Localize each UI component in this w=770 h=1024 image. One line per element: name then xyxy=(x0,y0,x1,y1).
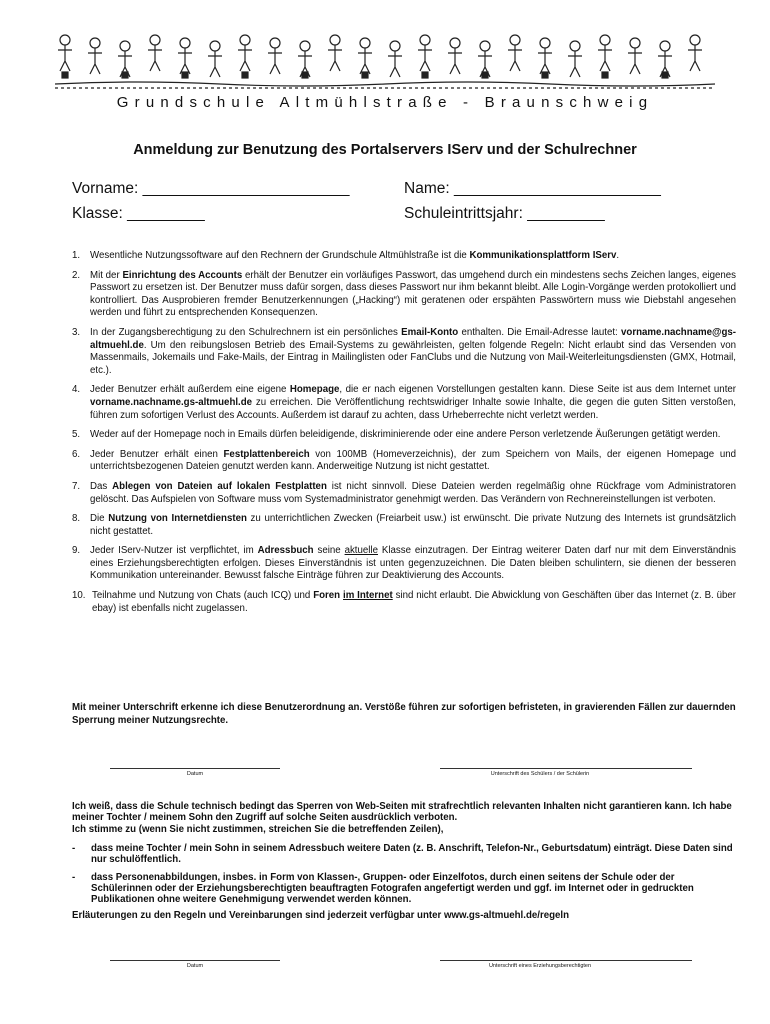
rule-item xyxy=(72,481,736,506)
parent-intro: Ich weiß, dass die Schule technisch bedingt das Sperren von Web-Seiten mit strafrechtlich relevanten Inhalten nicht garantieren kann. Ich habe meiner Tochter / meinem Sohn den Zugriff auf solche Seiten ausdrücklich verboten. xyxy=(72,801,732,823)
rule-text: Ablegen von Dateien auf lokalen Festplatten xyxy=(112,480,327,492)
rule-text: Weder auf der Homepage noch in Emails dürfen beleidigende, diskriminierende oder eine andere Person verletzende Äußerungen getätigt werden. xyxy=(90,429,721,441)
rule-item xyxy=(72,429,736,442)
rule-text: Email-Konto xyxy=(401,326,459,338)
rules-list xyxy=(72,250,736,622)
rule-text: Adressbuch xyxy=(257,545,314,557)
rule-text: . Um den reibungslosen Betrieb des Email-Systems zu gewährleisten, gelten folgende Regeln: Nicht erlaubt sind das Versenden von Massenmails, Jokemails und Fake-Mails, der Eintrag in Mailinglisten oder FanClubs und die Nutzung von Mail-Weiterleitungsdiensten (GMX, Hotmail, etc.). xyxy=(90,339,736,376)
rule-text: Kommunikationsplattform IServ xyxy=(469,250,617,261)
rule-text: In der Zugangsberechtigung zu den Schulrechnern ist ein persönliches xyxy=(90,326,402,338)
rule-text: Homepage xyxy=(289,384,340,396)
rule-number: 6. xyxy=(72,448,81,460)
rule-item xyxy=(72,513,736,538)
parent-signature-line[interactable] xyxy=(440,960,692,961)
rule-item xyxy=(72,384,736,422)
rule-item xyxy=(72,327,736,377)
rule-text: Festplattenbereich xyxy=(223,448,310,460)
date-label-1: Datum xyxy=(186,771,204,777)
rule-text: zu unterrichtlichen Zwecken (Freiarbeit usw.) ist erwünscht. Die private Nutzung des Internets ist grundsätzlich nicht gestattet. xyxy=(90,513,736,537)
rule-text: Jeder IServ-Nutzer ist verpflichtet, im xyxy=(90,545,258,557)
rule-item xyxy=(72,449,736,474)
rule-text: Mit der xyxy=(90,269,123,281)
rule-text: sind nicht erlaubt. Die Abwicklung von Geschäften über das Internet (z. B. über ebay) ist ebenfalls nicht zugelassen. xyxy=(92,590,736,614)
rule-item xyxy=(72,250,736,263)
rule-text: Klasse einzutragen. Der Eintrag weiterer Daten darf nur mit dem Einverständnis eines Erziehungsberechtigten erfolgen. Dieses Einverständnis ist unten gegenzuzeichnen. Die Daten bleiben schulintern, sie dienen der besseren Kommunikation untereinander. Bewusst falsche Einträge führen zur Deaktivierung des Accounts. xyxy=(90,545,736,582)
rule-text: Nutzung von Internetdiensten xyxy=(108,513,247,525)
consent-item-address[interactable]: - dass meine Tochter / mein Sohn in seinem Adressbuch weitere Daten (z. B. Anschrift, Telefon-Nr., Geburtsdatum) einträgt. Diese Daten sind nur schulöffentlich. xyxy=(72,843,733,865)
date-line-2[interactable] xyxy=(110,960,280,961)
rule-number: 3. xyxy=(72,326,81,338)
klasse-field[interactable]: Klasse: _________ xyxy=(72,205,205,222)
document-title: Anmeldung zur Benutzung des Portalservers IServ und der Schulrechner xyxy=(133,142,637,158)
consent-line: Ich stimme zu (wenn Sie nicht zustimmen, streichen Sie die betreffenden Zeilen), xyxy=(72,824,444,835)
rule-text: seine xyxy=(313,545,345,557)
rule-text: Das xyxy=(90,480,113,492)
rule-text: Foren xyxy=(313,590,341,602)
rule-text: zu erreichen. Die Veröffentlichung rechtswidriger Inhalte sowie Inhalte, die gegen die guten Sitten verstoßen, führen zum sofortigen Verlust des Accounts. Außerdem ist darauf zu achten, dass Urheberrechte nicht verletzt werden. xyxy=(90,396,736,421)
parent-signature-label: Unterschrift eines Erziehungsberechtigten xyxy=(488,963,592,969)
rule-text: ist nicht sinnvoll. Diese Dateien werden regelmäßig ohne Rückfrage vom Administratoren gelöscht. Das Aufspielen von Software muss vom Systemadministrator genehmigt werden. Das Verändern von Rechnereinstellungen ist verboten. xyxy=(90,480,737,505)
rule-number: 7. xyxy=(72,480,81,492)
agreement-note: Mit meiner Unterschrift erkenne ich diese Benutzerordnung an. Verstöße führen zur sofortigen befristeten, in gravierenden Fällen zur dauernden Sperrung meiner Nutzungsrechte. xyxy=(72,702,736,726)
rule-text: vorname.nachname@gs-altmuehl.de xyxy=(90,326,736,351)
rule-text: enthalten. Die Email-Adresse lautet: xyxy=(458,326,622,338)
rule-number: 10. xyxy=(72,590,86,602)
rule-text: von 100MB (Homeverzeichnis), der zum Speichern von Mails, der eigenen Homepage und unterrichtsbezogenen Dateien genutzt werden kann. Anderweitige Nutzung ist nicht gestattet. xyxy=(90,448,736,473)
children-frieze-illustration xyxy=(55,26,715,92)
student-signature-label: Unterschrift des Schülers / der Schülerin xyxy=(490,771,590,777)
rule-text: Teilnahme und Nutzung von Chats (auch ICQ) und xyxy=(92,590,314,602)
rule-text: aktuelle xyxy=(344,545,378,557)
rule-text: , die er nach eigenen Vorstellungen gestalten kann. Diese Seite ist aus dem Internet unter xyxy=(339,384,736,396)
rule-text: erhält der Benutzer ein vorläufiges Passwort, das umgehend durch ein mindestens sechs Zeichen langes, eigenes Passwort zu ersetzen ist. Der Benutzer muss dafür sorgen, dass dieses Passwort nur ihm bekannt bleibt. Alle Login-Vorgänge werden protokolliert und kontrolliert. Das Ausprobieren fremder Benutzerkennungen („Hacking“) mit geratenen oder erspähten Passwörtern muss wie Diebstahl angesehen werden und führt zu entsprechenden Konsequenzen. xyxy=(90,269,736,319)
rule-number: 9. xyxy=(72,545,81,557)
consent-item-photos[interactable]: - dass Personenabbildungen, insbes. in Form von Klassen-, Gruppen- oder Einzelfotos, durch einen seitens der Schule oder der Schülerinnen oder der Erziehungsberechtigten beauftragten Fotografen angefertigt werden und ggf. im Internet oder in gedruckten Publikationen ohne weitere Genehmigung verwendet werden können. xyxy=(72,872,694,905)
rule-number: 2. xyxy=(72,269,81,281)
rule-number: 4. xyxy=(72,384,81,396)
rule-text: Jeder Benutzer erhält außerdem eine eigene xyxy=(90,384,290,396)
rule-item xyxy=(72,590,736,615)
schuleintritt-field[interactable]: Schuleintrittsjahr: _________ xyxy=(404,205,605,222)
explanation-text: Erläuterungen zu den Regeln und Vereinbarungen sind jederzeit verfügbar unter www.gs-altmuehl.de/regeln xyxy=(72,910,570,921)
date-line-1[interactable] xyxy=(110,768,280,769)
rule-text: Einrichtung des Accounts xyxy=(122,269,243,281)
rule-text: Wesentliche Nutzungssoftware auf den Rechnern der Grundschule Altmühlstraße ist die xyxy=(90,250,470,261)
rule-item xyxy=(72,270,736,320)
name-field[interactable]: Name: ________________________ xyxy=(404,180,661,197)
vorname-field[interactable]: Vorname: ________________________ xyxy=(72,180,350,197)
rule-text: Jeder Benutzer erhält einen xyxy=(90,448,224,460)
rule-text: . xyxy=(616,250,620,261)
school-name: Grundschule Altmühlstraße - Braunschweig xyxy=(116,94,654,111)
rule-item xyxy=(72,545,736,583)
date-label-2: Datum xyxy=(186,963,204,969)
rule-text: im Internet xyxy=(343,590,393,602)
rule-number: 1. xyxy=(72,250,81,261)
rule-text: Die xyxy=(90,513,109,525)
rule-text: vorname.nachname.gs-altmuehl.de xyxy=(90,396,253,408)
rule-number: 8. xyxy=(72,513,81,525)
student-signature-line[interactable] xyxy=(440,768,692,769)
rule-number: 5. xyxy=(72,429,81,441)
